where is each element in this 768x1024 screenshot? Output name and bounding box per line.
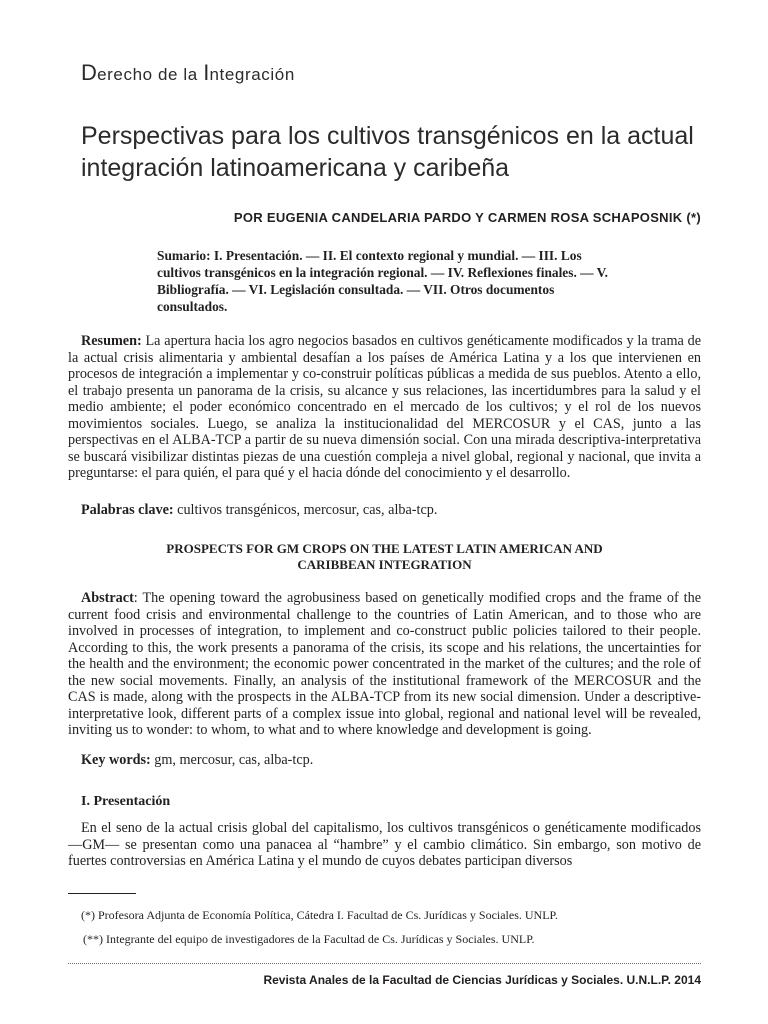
resumen-paragraph xyxy=(68,333,701,482)
abstract-text: : The opening toward the agrobusiness based on genetically modified crops and the frame of the current food crisis and environmental challenge to the countries of Latin American, and to those who are involved in processes of integration, to implement and co-construct public policies tailored to their people. According to this, the work presents a panorama of the crisis, its scope and his relations, the uncertainties for the health and the environment; the economic power concentrated in the market of the cultures; and the role of the new social movements. Finally, an analysis of the institutional framework of the MERCOSUR and the CAS is made, along with the prospects in the ALBA-TCP from its new social dimension. Under a descriptive-interpretative look, different parts of a complex issue into global, regional and national level will be revealed, inviting us to wonder: to whom, to what and to where knowledge and development is going. xyxy=(68,590,701,738)
article-title-line-1: Perspectivas para los cultivos transgénicos en la actual xyxy=(81,122,694,150)
section-heading: I. Presentación xyxy=(81,794,171,809)
resumen-label: Resumen: xyxy=(81,333,142,349)
key-words-label: Key words: xyxy=(81,752,151,768)
footer-divider xyxy=(68,963,701,964)
english-title-line-2: CARIBBEAN INTEGRATION xyxy=(297,557,472,572)
body-paragraph: En el seno de la actual crisis global del capitalismo, los cultivos transgénicos o genéticamente modificados —GM— se presentan como una panacea al “hambre” y el cambio climático. Sin embargo, son motivo de fuertes controversias en América Latina y el mundo de cuyos debates participan diversos xyxy=(68,820,701,869)
section-rest-2: ntegración xyxy=(209,65,295,84)
section-title xyxy=(81,60,295,86)
palabras-clave-label: Palabras clave: xyxy=(81,502,174,518)
footnote-1: (*) Profesora Adjunta de Economía Política, Cátedra I. Facultad de Cs. Jurídicas y Sociales. UNLP. xyxy=(81,908,558,922)
journal-footer: Revista Anales de la Facultad de Ciencias Jurídicas y Sociales. U.N.L.P. 2014 xyxy=(263,973,701,987)
palabras-clave-text: cultivos transgénicos, mercosur, cas, alba-tcp. xyxy=(173,502,438,518)
key-words xyxy=(68,752,701,769)
palabras-clave xyxy=(68,502,701,519)
resumen-text: La apertura hacia los agro negocios basados en cultivos genéticamente modificados y la trama de la actual crisis alimentaria y ambiental desafían a los países de América Latina y a los que intervienen en procesos de integración a implementar y co-construir políticas públicas a medida de sus pueblos. Atento a ello, el trabajo presenta un panorama de la crisis, su alcance y sus relaciones, las incertidumbres para la salud y el medio ambiente; el poder económico concentrado en el mercado de los cultivos; y el rol de los nuevos movimientos sociales. Luego, se analiza la institucionalidad del MERCOSUR y el CAS, junto a las perspectivas en el ALBA-TCP a partir de su nueva dimensión social. Con una mirada descriptiva-interpretativa se buscará visibilizar distintas piezas de una cuestión compleja a nivel global, regional y nacional, que invita a preguntarse: el para quién, el para qué y el hacia dónde del conocimiento y el desarrollo. xyxy=(68,333,701,481)
english-title xyxy=(68,541,701,573)
footnote-rule xyxy=(68,893,136,894)
summary: Sumario: I. Presentación. — II. El contexto regional y mundial. — III. Los cultivos transgénicos en la integración regional. — IV. Reflexiones finales. — V. Bibliografía. — VI. Legislación consultada. — VII. Otros documentos consultados. xyxy=(157,248,608,314)
abstract-label: Abstract xyxy=(81,590,134,606)
key-words-text: gm, mercosur, cas, alba-tcp. xyxy=(150,752,314,768)
article-title xyxy=(81,120,721,184)
article-title-line-2: integración latinoamericana y caribeña xyxy=(81,154,510,182)
abstract-paragraph xyxy=(68,590,701,739)
section-initial-2: I xyxy=(203,60,210,85)
section-initial-1: D xyxy=(81,60,98,85)
authors: POR EUGENIA CANDELARIA PARDO Y CARMEN ROSA SCHAPOSNIK (*) xyxy=(233,210,701,225)
section-rest-1: erecho de la xyxy=(97,65,204,84)
english-title-line-1: PROSPECTS FOR GM CROPS ON THE LATEST LATIN AMERICAN AND xyxy=(166,541,603,556)
footnote-2: (**) Integrante del equipo de investigadores de la Facultad de Cs. Jurídicas y Sociales. UNLP. xyxy=(83,932,535,946)
